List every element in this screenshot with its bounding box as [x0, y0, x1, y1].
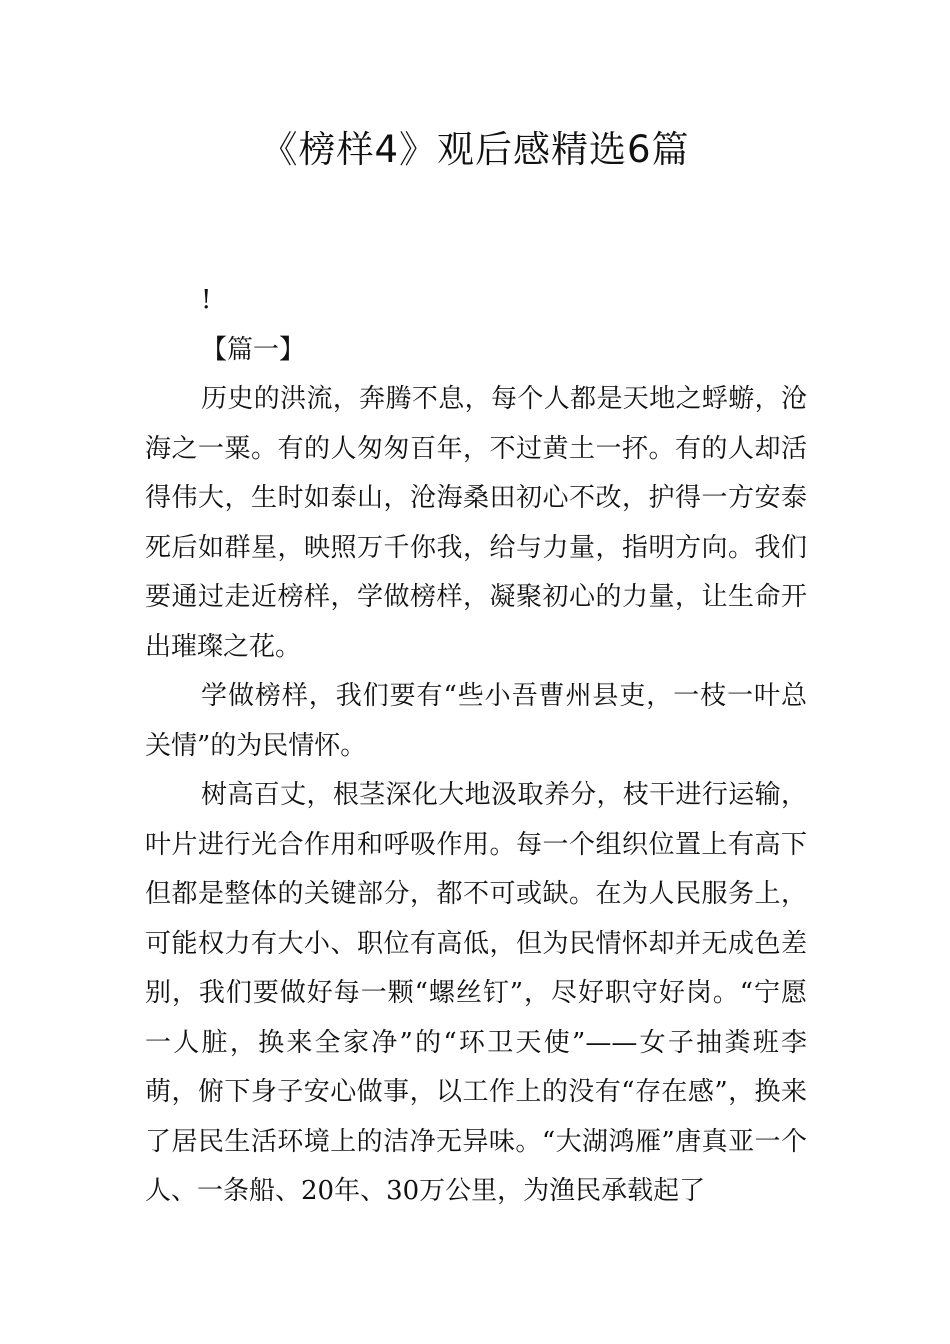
document-title: 《榜样4》观后感精选6篇	[260, 128, 690, 171]
paragraph-2: 学做榜样，我们要有“些小吾曹州县吏，一枝一叶总关情”的为民情怀。	[145, 681, 807, 761]
paragraph-3: 树高百丈，根茎深化大地汲取养分，枝干进行运输，叶片进行光合作用和呼吸作用。每一个组织位置上有高下但都是整体的关键部分，都不可或缺。在为人民服务上，可能权力有大小、职位有高低，但为民情怀却并无成色差别，我们要做好每一颗“螺丝钉”，尽好职守好岗。“宁愿一人脏，换来全家净”的“环卫天使”——女子抽粪班李萌，俯下身子安心做事，以工作上的没有“存在感”，换来了居民生活环境上的洁净无异味。“大湖鸿雁”唐真亚一个人、一条船、20年、30万公里，为渔民承载起了	[145, 780, 807, 1206]
section-heading: 【篇一】	[201, 334, 306, 365]
paragraph-exclamation: !	[201, 285, 212, 315]
paragraph-1: 历史的洪流，奔腾不息，每个人都是天地之蜉蝣，沧海之一粟。有的人匆匆百年，不过黄土一抔。有的人却活得伟大，生时如泰山，沧海桑田初心不改，护得一方安泰死后如群星，映照万千你我，给与力量，指明方向。我们要通过走近榜样，学做榜样，凝聚初心的力量，让生命开出璀璨之花。	[145, 384, 807, 662]
document-body	[145, 276, 807, 1217]
